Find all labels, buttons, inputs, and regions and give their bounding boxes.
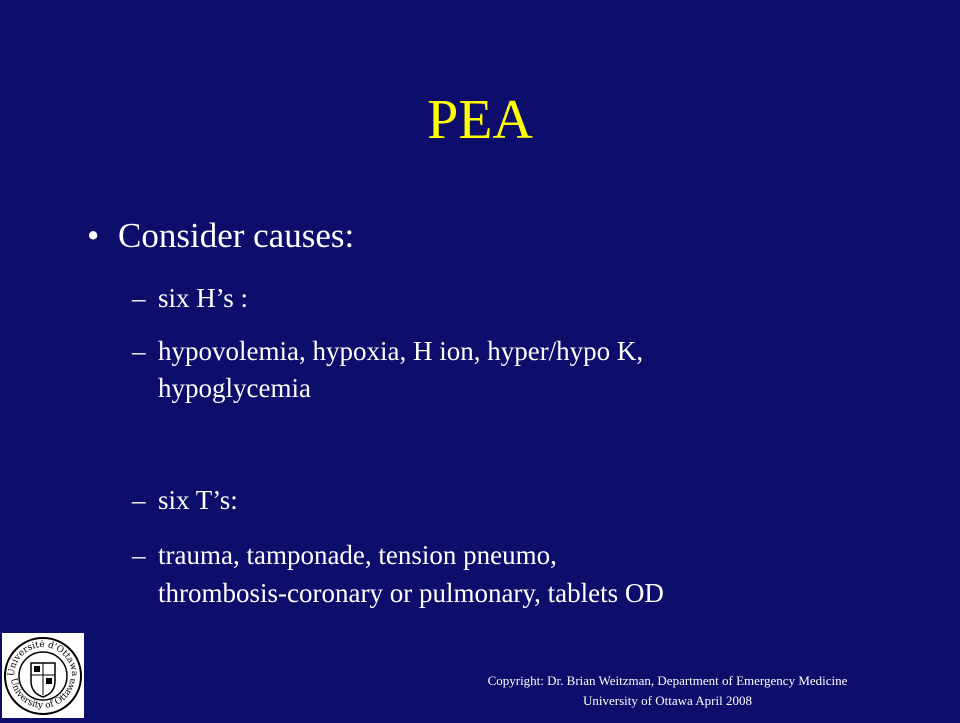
footer-copyright: Copyright: Dr. Brian Weitzman, Department of Emergency Medicine [487,673,848,688]
sub-bullet-text: trauma, tamponade, tension pneumo, [158,540,557,570]
dash-glyph: – [132,283,146,313]
slide-title: PEA [427,89,533,151]
bullet-text: Consider causes: [118,216,355,255]
seal-icon [2,633,84,718]
dash-glyph: – [132,485,146,515]
svg-text:Université d'Ottawa: Université d'Ottawa [6,639,80,677]
sub-bullet-text: hypoglycemia [158,373,311,403]
dash-glyph: – [132,336,146,366]
sub-bullet-text: thrombosis-coronary or pulmonary, tablets OD [158,578,664,608]
bullet-glyph: • [87,216,100,255]
university-seal-logo [2,633,84,718]
footer-institution: University of Ottawa April 2008 [583,693,752,708]
svg-text:University of Ottawa: University of Ottawa [7,677,78,712]
sub-bullet-text: six T’s: [158,485,238,515]
sub-bullet-text: six H’s : [158,283,249,313]
sub-bullet-text: hypovolemia, hypoxia, H ion, hyper/hypo K, [158,336,644,366]
dash-glyph: – [132,540,146,570]
